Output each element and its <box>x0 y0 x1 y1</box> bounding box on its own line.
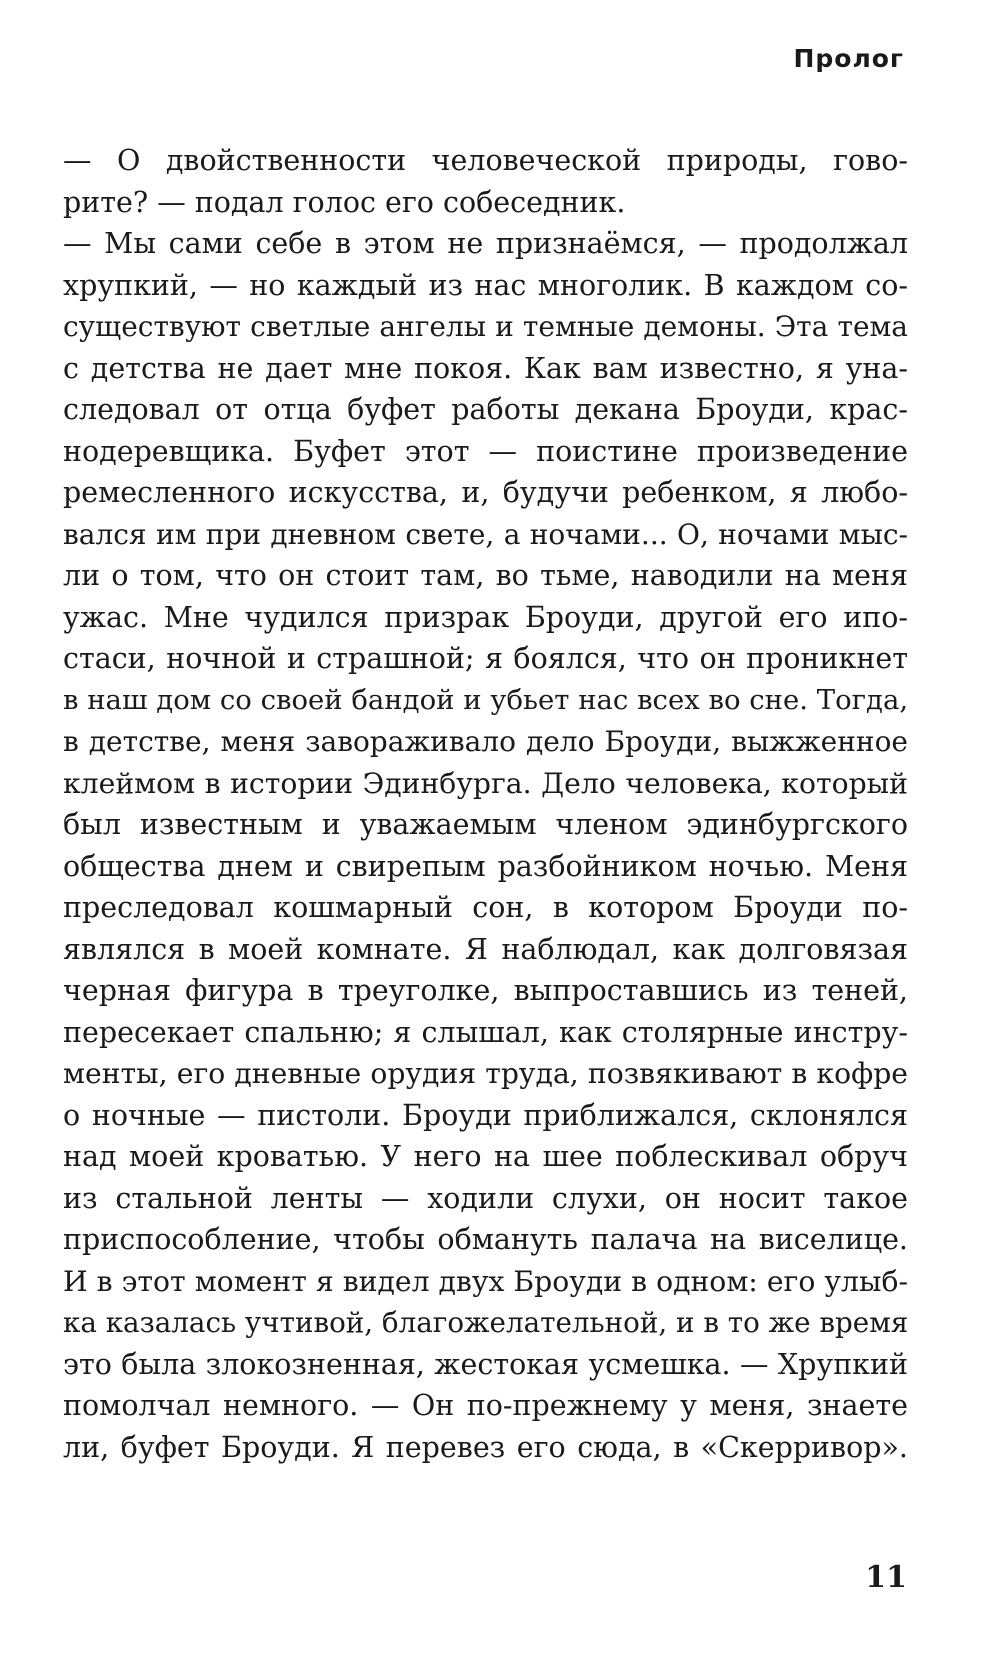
text-line: ужас. Мне чудился призрак Броуди, другой его ипо- <box>63 600 908 634</box>
text-line: ремесленного искусства, и, будучи ребенком, я любо- <box>63 476 908 509</box>
text-line: вался им при дневном свете, а ночами... О, ночами мыс- <box>63 517 908 551</box>
text-line: над моей кроватью. У него на шее поблескивал обруч <box>63 1140 908 1173</box>
text-line: клеймом в истории Эдинбурга. Дело человека, который <box>63 766 908 800</box>
text-line: нодеревщика. Буфет этот — поистине произведение <box>63 434 908 468</box>
body-text <box>63 140 908 1468</box>
text-line: в наш дом со своей бандой и убьет нас всех во сне. Тогда, <box>63 683 909 716</box>
text-line: — Мы сами себе в этом не признаёмся, — продолжал <box>63 227 908 260</box>
text-line: И в этот момент я видел двух Броуди в одном: его улыб- <box>63 1264 908 1298</box>
text-line: ка казалась учтивой, благожелательной, и в то же время <box>63 1306 909 1339</box>
text-line: ли о том, что он стоит там, во тьме, наводили на меня <box>63 559 908 592</box>
text-line: из стальной ленты — ходили слухи, он носит такое <box>63 1181 908 1215</box>
text-line: преследовал кошмарный сон, в котором Броуди по- <box>63 891 908 924</box>
text-line: это была злокозненная, жестокая усмешка. — Хрупкий <box>63 1347 908 1381</box>
text-line: рите? — подал голос его собеседник. <box>63 185 626 219</box>
text-line: с детства не дает мне покоя. Как вам известно, я уна- <box>63 351 908 385</box>
text-line: общества днем и свирепым разбойником ночью. Меня <box>63 849 908 883</box>
text-line: — О двойственности человеческой природы, гово- <box>63 144 908 177</box>
text-line: хрупкий, — но каждый из нас многолик. В каждом со- <box>63 268 908 302</box>
text-line: черная фигура в треуголке, выпроставшись из теней, <box>63 974 908 1007</box>
text-line: в детстве, меня завораживало дело Броуди, выжженное <box>63 725 908 758</box>
text-line: существуют светлые ангелы и темные демоны. Эта тема <box>63 310 908 343</box>
running-head: Пролог <box>793 44 904 73</box>
text-line: ли, буфет Броуди. Я перевез его сюда, в «Скерривор». <box>63 1430 908 1464</box>
text-line: был известным и уважаемым членом эдинбургского <box>63 808 908 841</box>
text-line: о ночные — пистоли. Броуди приближался, склонялся <box>63 1098 908 1132</box>
text-line: пересекает спальню; я слышал, как столярные инстру- <box>63 1015 908 1049</box>
text-line: следовал от отца буфет работы декана Броуди, крас- <box>63 393 908 426</box>
text-line: менты, его дневные орудия труда, позвякивают в кофре <box>63 1057 908 1090</box>
text-line: стаси, ночной и страшной; я боялся, что он проникнет <box>63 642 908 675</box>
page-number: 11 <box>865 1560 907 1595</box>
text-line: являлся в моей комнате. Я наблюдал, как долговязая <box>63 932 908 966</box>
text-line: помолчал немного. — Он по-прежнему у меня, знаете <box>63 1389 908 1422</box>
text-line: приспособление, чтобы обмануть палача на виселице. <box>63 1223 908 1256</box>
